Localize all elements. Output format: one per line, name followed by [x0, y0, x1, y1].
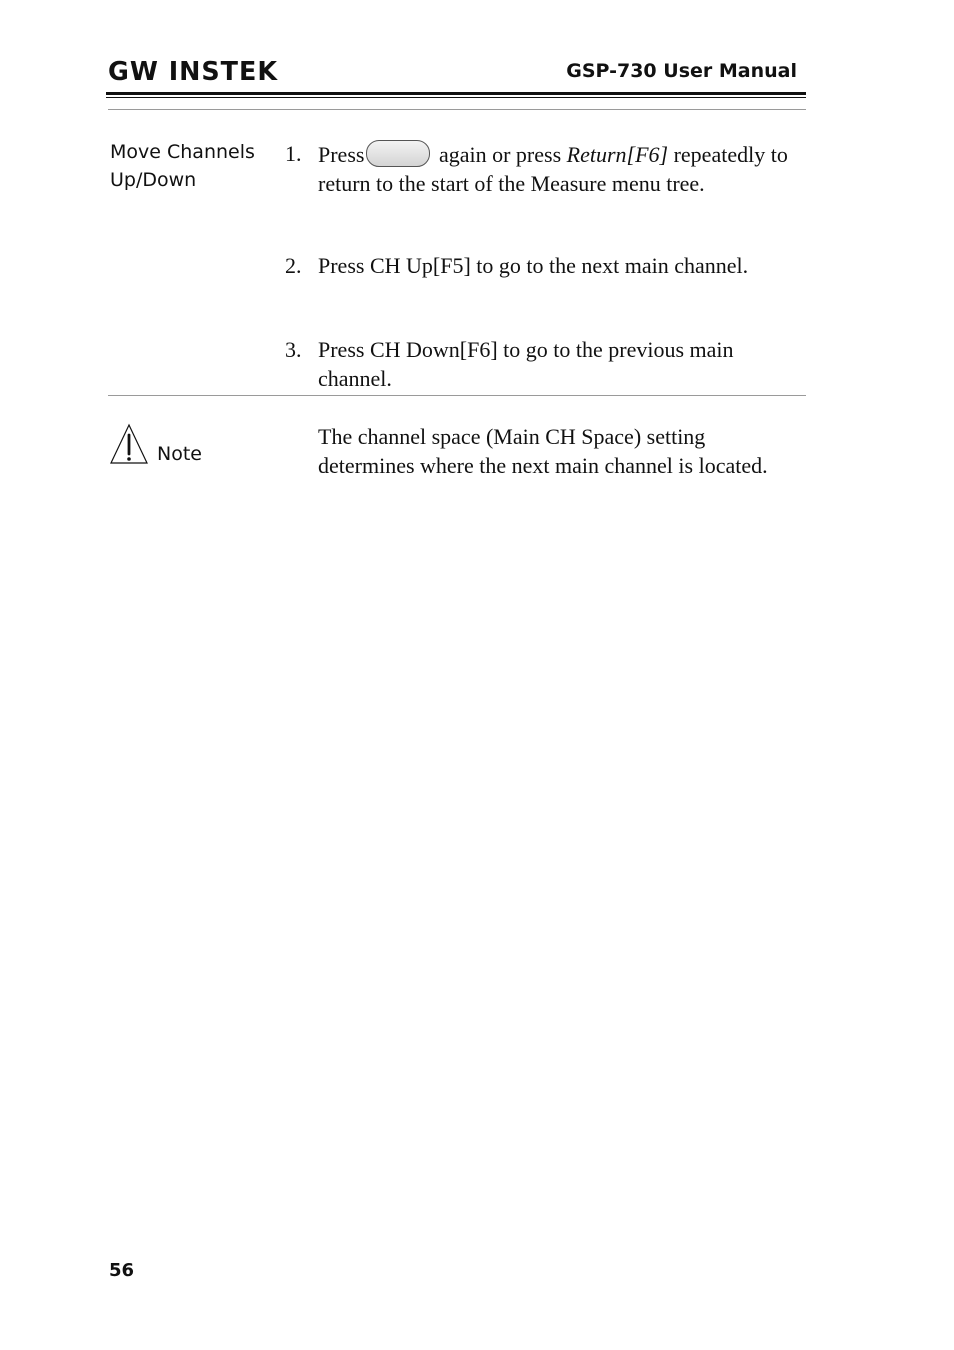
manual-title: GSP-730 User Manual: [566, 60, 797, 82]
page-number: 56: [109, 1260, 135, 1281]
header-rule-thin: [106, 97, 806, 98]
step-number: 1.: [285, 141, 302, 166]
measure-key-icon: [366, 140, 430, 167]
step-1: [285, 140, 805, 198]
step-text: Press CH Down[F6] to go to the previous main channel.: [318, 337, 734, 391]
step-2: [285, 252, 805, 281]
step-number: 3.: [285, 337, 302, 362]
step-text: repeatedly to return to the start of the Measure menu tree.: [318, 142, 788, 196]
section-divider: [108, 395, 806, 396]
step-text: again or press: [433, 142, 567, 167]
note-label: Note: [157, 443, 202, 465]
step-text: Press CH Up[F5] to go to the next main channel.: [318, 253, 749, 278]
svg-text:GW INSTEK: GW INSTEK: [108, 57, 278, 84]
warning-icon: [109, 423, 149, 465]
step-number: 2.: [285, 253, 302, 278]
section-label: Move Channels Up/Down: [110, 141, 255, 191]
gw-instek-logo: [108, 56, 280, 84]
step-3: [285, 336, 805, 393]
header-rule-thick: [106, 92, 806, 95]
step-text: Press: [318, 142, 365, 167]
return-key-label: Return[F6]: [566, 142, 669, 167]
note-text: The channel space (Main CH Space) setting determines where the next main channel is located.: [318, 424, 768, 478]
section-top-divider: [108, 109, 806, 110]
